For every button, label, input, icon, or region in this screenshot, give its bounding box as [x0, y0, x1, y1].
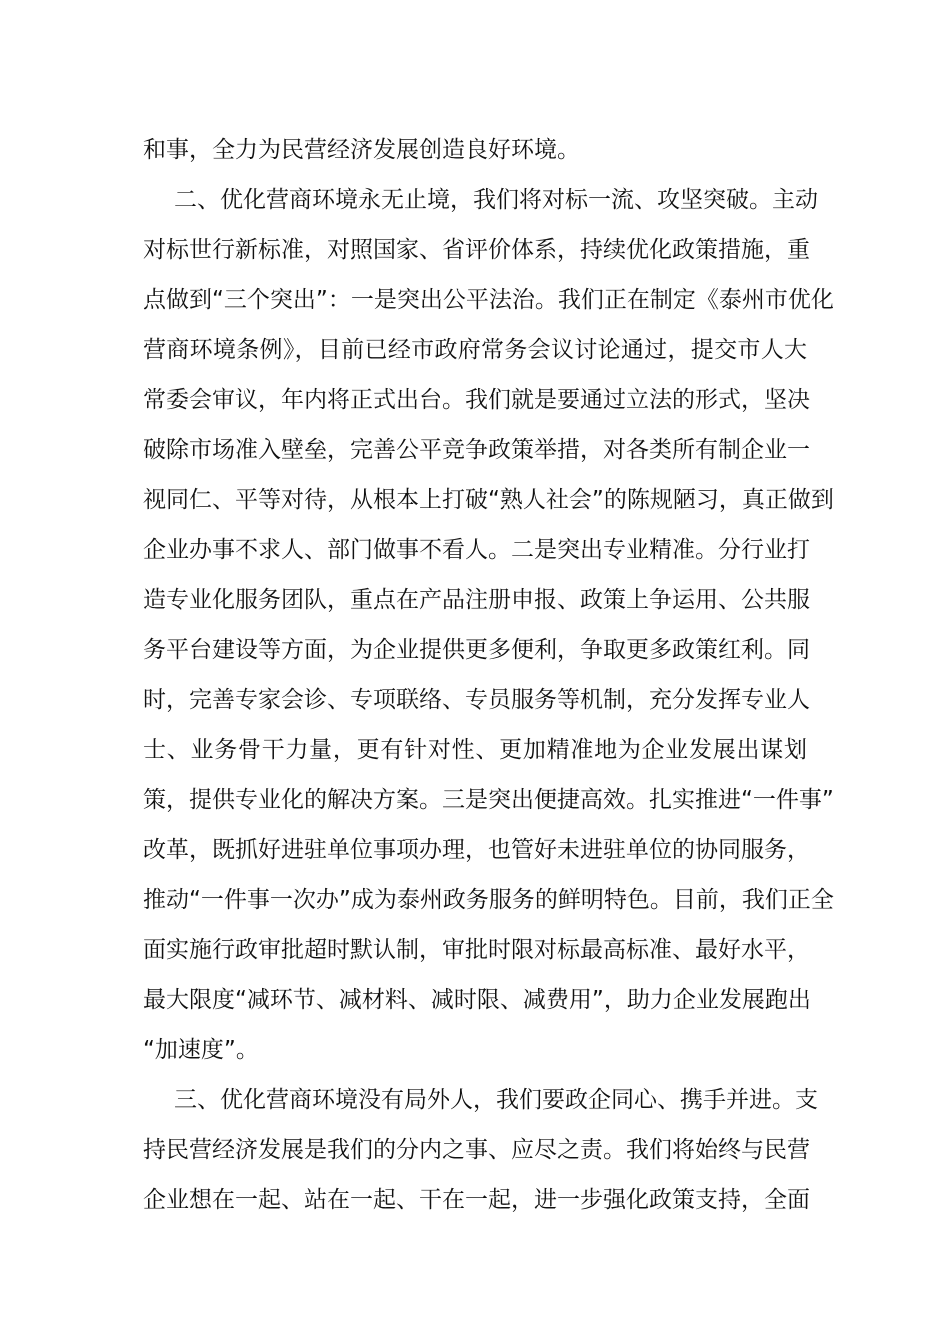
- text-line: 三、优化营商环境没有局外人，我们要政企同心、携手并进。支: [174, 1087, 818, 1113]
- text-line: 时，完善专家会诊、专项联络、专员服务等机制，充分发挥专业人: [143, 687, 810, 713]
- text-line: 改革，既抓好进驻单位事项办理，也管好未进驻单位的协同服务，: [143, 837, 810, 863]
- text-line: 务平台建设等方面，为企业提供更多便利，争取更多政策红利。同: [143, 637, 810, 663]
- text-line: 造专业化服务团队，重点在产品注册申报、政策上争运用、公共服: [143, 587, 810, 613]
- text-line: 二、优化营商环境永无止境，我们将对标一流、攻坚突破。主动: [174, 187, 818, 213]
- text-line: 点做到“三个突出”：一是突出公平法治。我们正在制定《泰州市优化: [143, 287, 834, 313]
- text-line: “加速度”。: [143, 1037, 259, 1063]
- text-line: 视同仁、平等对待，从根本上打破“熟人社会”的陈规陋习，真正做到: [143, 487, 834, 513]
- text-line: 最大限度“减环节、减材料、减时限、减费用”，助力企业发展跑出: [143, 987, 811, 1013]
- text-line: 对标世行新标准，对照国家、省评价体系，持续优化政策措施，重: [143, 237, 810, 263]
- text-line: 面实施行政审批超时默认制，审批时限对标最高标准、最好水平，: [143, 937, 810, 963]
- text-line: 常委会审议，年内将正式出台。我们就是要通过立法的形式，坚决: [143, 387, 810, 413]
- text-line: 营商环境条例》，目前已经市政府常务会议讨论通过，提交市人大: [143, 337, 807, 363]
- text-line: 持民营经济发展是我们的分内之事、应尽之责。我们将始终与民营: [143, 1137, 810, 1163]
- text-line: 和事，全力为民营经济发展创造良好环境。: [143, 137, 580, 163]
- text-line: 策，提供专业化的解决方案。三是突出便捷高效。扎实推进“一件事”: [143, 787, 834, 813]
- text-line: 企业想在一起、站在一起、干在一起，进一步强化政策支持，全面: [143, 1187, 810, 1213]
- text-line: 推动“一件事一次办”成为泰州政务服务的鲜明特色。目前，我们正全: [143, 887, 834, 913]
- text-line: 破除市场准入壁垒，完善公平竞争政策举措，对各类所有制企业一: [143, 437, 810, 463]
- text-line: 企业办事不求人、部门做事不看人。二是突出专业精准。分行业打: [143, 537, 810, 563]
- text-line: 士、业务骨干力量，更有针对性、更加精准地为企业发展出谋划: [143, 737, 807, 763]
